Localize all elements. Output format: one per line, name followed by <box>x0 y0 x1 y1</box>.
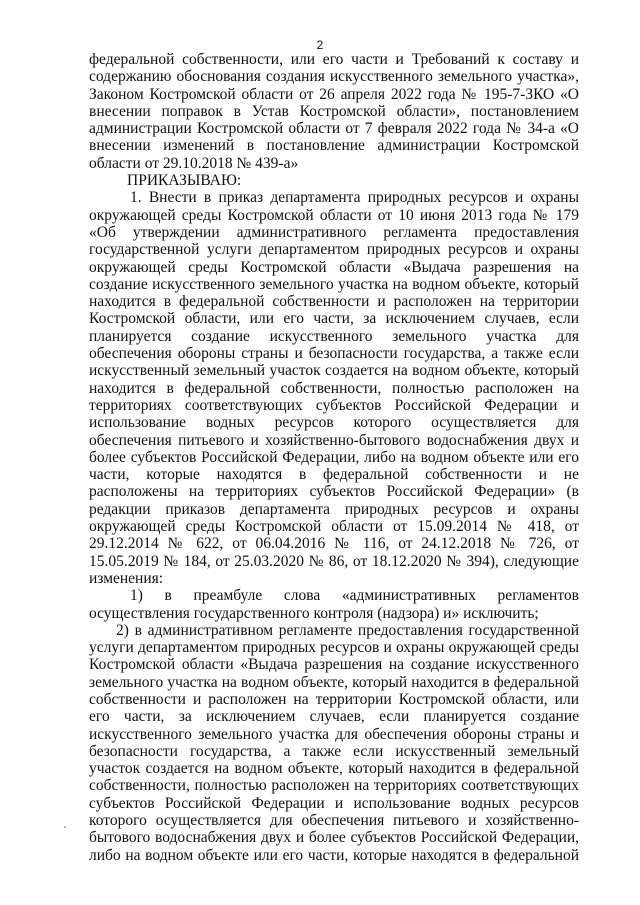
preamble-paragraph: федеральной собственности, или его части и Требований к составу и содержанию обоснования создания искусственного земельного участка», Законом Костромской области от 26 апреля 2022 года № 195-7-ЗКО «О внесении поправок в Устав Костромской области», постановлением администрации Костромской области от 7 февраля 2022 года № 34-а «О внесении изменений в постановление администрации Костромской области от 29.10.2018 № 439-а» <box>89 51 579 172</box>
order-heading: ПРИКАЗЫВАЮ: <box>127 172 242 190</box>
item-1-paragraph: 1. Внести в приказ департамента природных ресурсов и охраны окружающей среды Костромской области от 10 июня 2013 года № 179 «Об утверждении административного регламента предоставления государственной услуги департаментом природных ресурсов и охраны окружающей среды Костромской области «Выдача разрешения на создание искусственного земельного участка на водном объекте, который находится в федеральной собственности и расположен на территории Костромской области, или его части, за исключением случаев, если планируется создание искусственного земельного участка для обеспечения обороны страны и безопасности государства, а также если искусственный земельный участок создается на водном объекте, который находится в федеральной собственности, полностью расположен на территориях соответствующих субъектов Российской Федерации и использование водных ресурсов которого осуществляется для обеспечения питьевого и хозяйственно-бытового водоснабжения двух и более субъектов Российской Федерации, либо на водном объекте или его части, которые находятся в федеральной собственности и не расположены на территориях субъектов Российской Федерации» (в редакции приказов департамента природных ресурсов и охраны окружающей среды Костромской области от 15.09.2014 № 418, от 29.12.2014 № 622, от 06.04.2016 № 116, от 24.12.2018 № 726, от 15.05.2019 № 184, от 25.03.2020 № 86, от 18.12.2020 № 394), следующие изменения: <box>89 189 579 587</box>
scan-speck <box>64 826 66 828</box>
page-number: 2 <box>316 38 324 52</box>
subitem-2-paragraph: 2) в административном регламенте предоставления государственной услуги департаментом природных ресурсов и охраны окружающей среды Костромской области «Выдача разрешения на создание искусственного земельного участка на водном объекте, который находится в федеральной собственности и расположен на территории Костромской области, или его части, за исключением случаев, если планируется создание искусственного земельного участка для обеспечения обороны страны и безопасности государства, а также если искусственный земельный участок создается на водном объекте, который находится в федеральной собственности, полностью расположен на территориях соответствующих субъектов Российской Федерации и использование водных ресурсов которого осуществляется для обеспечения питьевого и хозяйственно-бытового водоснабжения двух и более субъектов Российской Федерации, либо на водном объекте или его части, которые находятся в федеральной <box>89 621 579 864</box>
document-body <box>89 51 579 864</box>
subitem-1-paragraph: 1) в преамбуле слова «административных регламентов осуществления государственного контроля (надзора) и» исключить; <box>89 587 579 622</box>
